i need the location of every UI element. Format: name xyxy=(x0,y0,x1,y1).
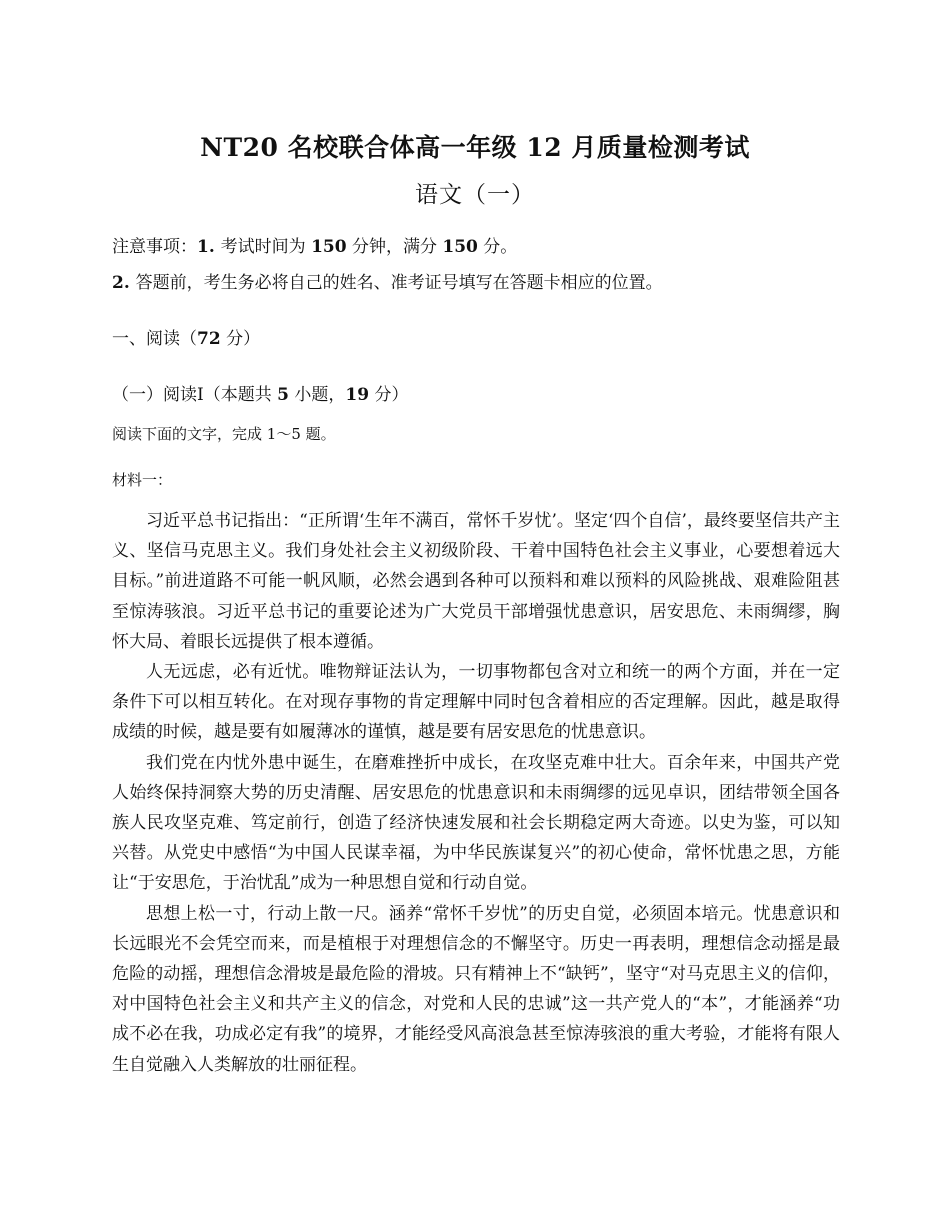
paragraph: 人无远虑，必有近忧。唯物辩证法认为，一切事物都包含对立和统一的两个方面，并在一定条件下可以相互转化。在对现存事物的肯定理解中同时包含着相应的否定理解。因此，越是取得成绩的时候，越是要有如履薄冰的谨慎，越是要有居安思危的忧患意识。 xyxy=(112,662,840,743)
section-score: 72 xyxy=(197,329,221,349)
section-heading-reading xyxy=(112,324,260,349)
section-suffix: 分） xyxy=(220,329,261,349)
subsection-suffix: 分） xyxy=(369,385,409,405)
notice-line-1 xyxy=(112,232,517,257)
subsection-score: 19 xyxy=(345,385,370,405)
notice-label: 注意事项： xyxy=(112,237,197,257)
notice-item1-prefix: 1. xyxy=(197,237,221,257)
paragraph: 习近平总书记指出：“正所谓‘生年不满百，常怀千岁忧’。坚定‘四个自信’，最终要坚信共产主义、坚信马克思主义。我们身处社会主义初级阶段、干着中国特色社会主义事业，心要想着远大目标。”前进道路不可能一帆风顺，必然会遇到各种可以预料和难以预料的风险挑战、艰难险阻甚至惊涛骇浪。习近平总书记的重要论述为广大党员干部增强忧患意识，居安思危、未雨绸缪，胸怀大局、着眼长远提供了根本遵循。 xyxy=(112,511,840,652)
notice-item1-num-a: 150 xyxy=(311,237,347,257)
section-prefix: 一、阅读（ xyxy=(112,329,197,349)
subsection-prefix: （一）阅读Ⅰ（本题共 xyxy=(112,385,278,405)
notice-item1-num-b: 150 xyxy=(442,237,478,257)
paragraph: 我们党在内忧外患中诞生，在磨难挫折中成长，在攻坚克难中壮大。百余年来，中国共产党人始终保持洞察大势的历史清醒、居安思危的忧患意识和未雨绸缪的远见卓识，团结带领全国各族人民攻坚克难、笃定前行，创造了经济快速发展和社会长期稳定两大奇迹。以史为鉴，可以知兴替。从党史中感悟“为中国人民谋幸福，为中华民族谋复兴”的初心使命，常怀忧患之思，方能让“于安思危，于治忧乱”成为一种思想自觉和行动自觉。 xyxy=(112,752,840,894)
exam-title: NT20 名校联合体高一年级 12 月质量检测考试 xyxy=(200,133,750,162)
reading-instruction: 阅读下面的文字，完成 1～5 题。 xyxy=(112,425,336,443)
subsection-heading-reading-1 xyxy=(112,380,408,405)
notice-item2-text: 答题前，考生务必将自己的姓名、准考证号填写在答题卡相应的位置。 xyxy=(135,273,663,293)
notice-line-2 xyxy=(112,268,663,293)
notice-item1-text-a: 考试时间为 xyxy=(220,237,312,257)
subsection-mid: 小题， xyxy=(288,385,346,405)
notice-item1-text-b: 分钟，满分 xyxy=(346,237,443,257)
material-label: 材料一： xyxy=(112,471,173,489)
notice-item1-text-c: 分。 xyxy=(477,237,518,257)
notice-item2-prefix: 2. xyxy=(112,273,136,293)
subsection-count: 5 xyxy=(277,385,289,405)
material-body xyxy=(112,506,840,1080)
paragraph: 思想上松一寸，行动上散一尺。涵养“常怀千岁忧”的历史自觉，必须固本培元。忧患意识和长远眼光不会凭空而来，而是植根于对理想信念的不懈坚守。历史一再表明，理想信念动摇是最危险的动摇，理想信念滑坡是最危险的滑坡。只有精神上不“缺钙”，坚守“对马克思主义的信仰，对中国特色社会主义和共产主义的信念，对党和人民的忠诚”这一共产党人的“本”，才能涵养“功成不必在我，功成必定有我”的境界，才能经受风高浪急甚至惊涛骇浪的重大考验，才能将有限人生自觉融入人类解放的壮丽征程。 xyxy=(112,903,840,1075)
exam-subtitle: 语文（一） xyxy=(415,182,535,208)
